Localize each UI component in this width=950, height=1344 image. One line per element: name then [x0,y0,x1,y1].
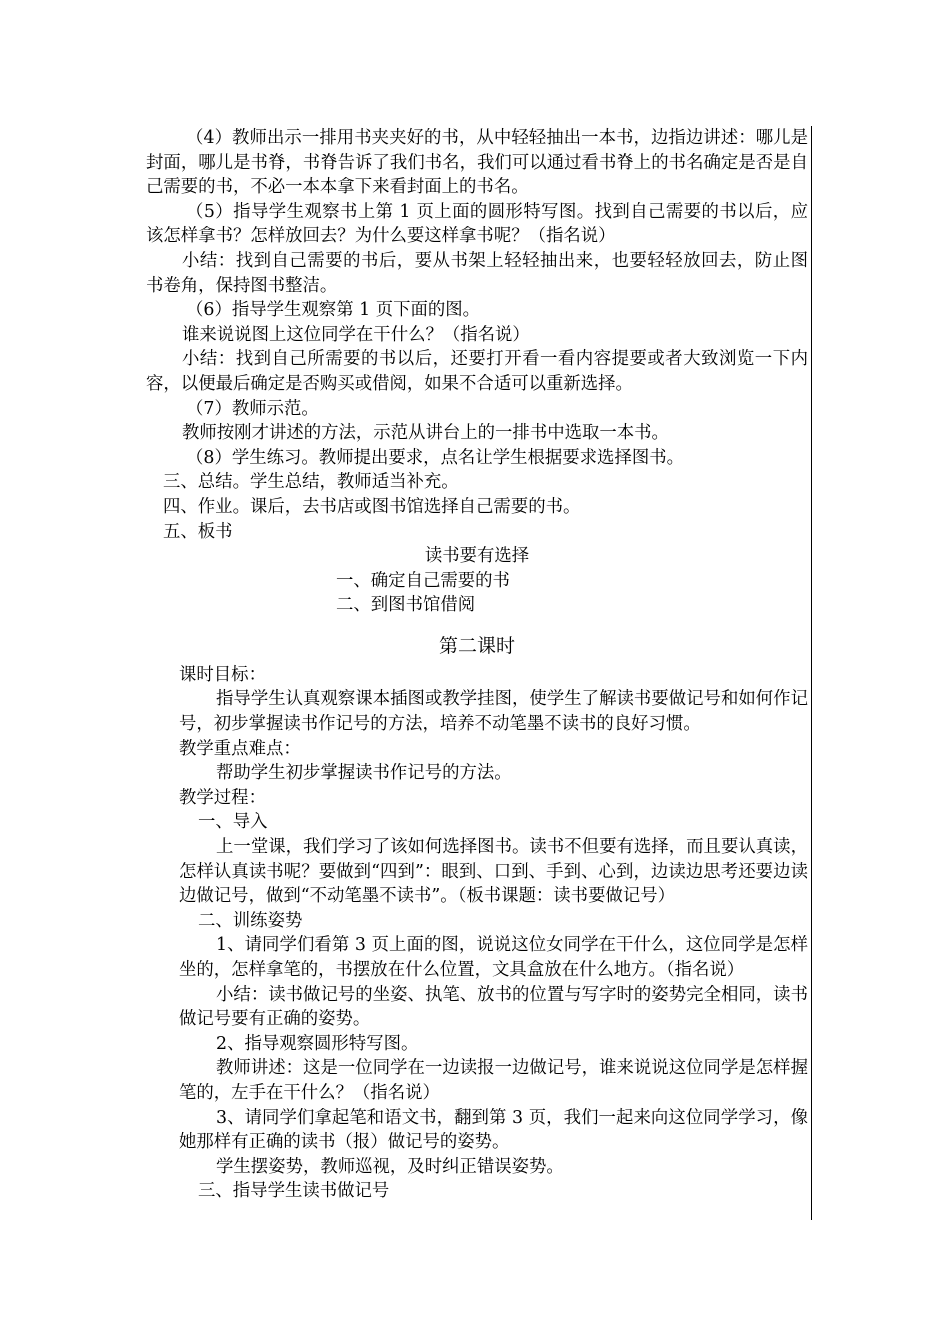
key-text: 帮助学生初步掌握读书作记号的方法。 [216,763,512,784]
section-2-item-2: 2、指导观察圆形特写图。 [216,1033,419,1054]
step-6-summary: 小结：找到自己所需要的书以后，还要打开看一看内容提要或者大致浏览一下内容，以便最后确定是否购买或借阅，如果不合适可以重新选择。 [146,349,808,394]
step-4-paragraph: （4）教师出示一排用书夹夹好的书，从中轻轻抽出一本书，边指边讲述：哪儿是封面，哪儿是书脊，书脊告诉了我们书名，我们可以通过看书脊上的书名确定是否是自己需要的书，不必一本本拿下来看封面上的书名。 [146,128,808,198]
section-2-heading: 二、训练姿势 [198,910,303,931]
step-5-paragraph: （5）指导学生观察书上第 1 页上面的圆形特写图。找到自己需要的书以后，应该怎样拿书？怎样放回去？为什么要这样拿书呢？（指名说） [146,201,808,247]
section-2-item-1-summary: 小结：读书做记号的坐姿、执笔、放书的位置与写字时的姿势完全相同，读书做记号要有正确的姿势。 [179,984,808,1030]
section-2-item-1: 1、请同学们看第 3 页上面的图，说说这位女同学在干什么，这位同学是怎样坐的，怎样拿笔的，书摆放在什么位置，文具盒放在什么地方。（指名说） [179,935,808,980]
section-2-item-3: 3、请同学们拿起笔和语文书，翻到第 3 页，我们一起来向这位同学学习，像她那样有正确的读书（报）做记号的姿势。 [179,1107,808,1153]
goal-text: 指导学生认真观察课本插图或教学挂图，使学生了解读书要做记号和如何作记号，初步掌握读书作记号的方法，培养不动笔墨不读书的良好习惯。 [179,689,808,735]
step-5-summary: 小结：找到自己需要的书后，要从书架上轻轻抽出来，也要轻轻放回去，防止图书卷角，保持图书整洁。 [146,250,808,296]
section-4-homework: 四、作业。课后，去书店或图书馆选择自己需要的书。 [163,496,581,517]
step-7-text: 教师按刚才讲述的方法，示范从讲台上的一排书中选取一本书。 [182,423,669,444]
section-5-board: 五、板书 [163,521,233,542]
section-2-item-2-text: 教师讲述：这是一位同学在一边读报一边做记号，谁来说说这位同学是怎样握笔的，左手在干什么？（指名说） [179,1058,808,1103]
step-8-paragraph: （8）学生练习。教师提出要求，点名让学生根据要求选择图书。 [186,447,685,468]
document-body [146,126,808,1204]
section-3-summary: 三、总结。学生总结，教师适当补充。 [163,472,459,493]
step-6-paragraph: （6）指导学生观察第 1 页下面的图。 [186,300,481,321]
section-1-heading: 一、导入 [198,812,268,833]
board-title: 读书要有选择 [424,546,530,567]
step-7-paragraph: （7）教师示范。 [186,398,319,419]
key-label: 教学重点难点： [179,738,301,759]
process-label: 教学过程： [179,787,266,808]
section-3-heading: 三、指导学生读书做记号 [198,1181,390,1202]
lesson-2-title: 第二课时 [438,634,515,657]
board-line-2: 二、到图书馆借阅 [336,595,476,616]
step-6-question: 谁来说说图上这位同学在干什么？（指名说） [182,324,530,345]
table-right-border [811,126,812,1220]
section-1-text: 上一堂课，我们学习了该如何选择图书。读书不但要有选择，而且要认真读，怎样认真读书呢？要做到“四到”：眼到、口到、手到、心到，边读边思考还要边读边做记号，做到“不动笔墨不读书”。（板书课题：读书要做记号） [179,837,808,907]
goal-label: 课时目标： [179,664,266,685]
board-line-1: 一、确定自己需要的书 [336,570,510,591]
section-2-item-3-text: 学生摆姿势，教师巡视，及时纠正错误姿势。 [216,1156,564,1177]
